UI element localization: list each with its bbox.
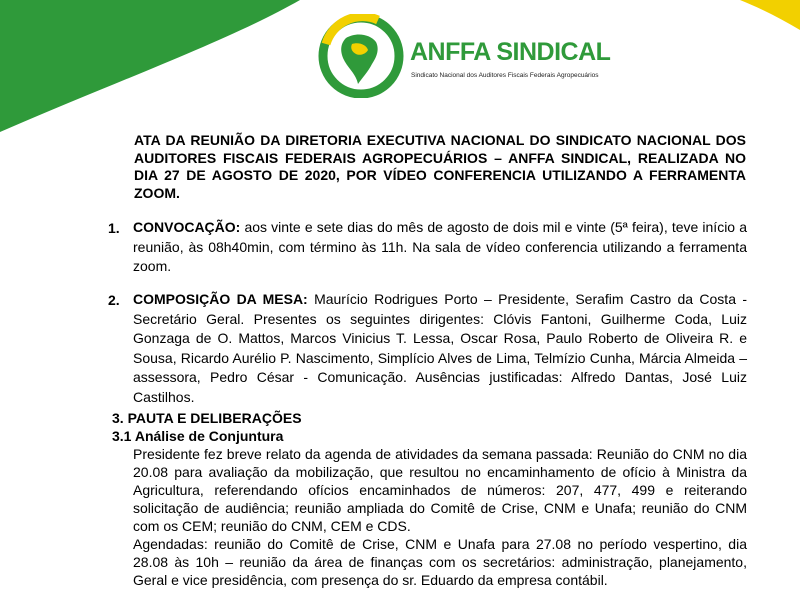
agendadas-paragraph: Agendadas: reunião do Comitê de Crise, CNM e Unafa para 27.08 no período vespertino, dia 28.08 às 10h – reunião da área de finanças com os secretários: administração, planejamento, Geral e vice presidência, com presença do sr. Eduardo da empresa contábil. (133, 536, 747, 588)
section-heading: 3. PAUTA E DELIBERAÇÕES (112, 410, 302, 426)
conjuntura-paragraph: Presidente fez breve relato da agenda de atividades da semana passada: Reunião do CNM no dia 20.08 para avaliação da mobilização, que resultou no encaminhamento de ofício à Ministra da Agricultura, referendando ofícios encaminhados de números: 207, 477, 499 e reiterando solicitação de audiência; reunião ampliada do Comitê de Crise, CNM e Unafa; reunião do CNM com os CEM; reunião do CNM, CEM e CDS. (133, 446, 747, 534)
document-title: ATA DA REUNIÃO DA DIRETORIA EXECUTIVA NACIONAL DO SINDICATO NACIONAL DOS AUDITORES FISCAIS FEDERAIS AGROPECUÁRIOS – ANFFA SINDICAL, REALIZADA NO DIA 27 DE AGOSTO DE 2020, POR VÍDEO CONFERENCIA UTILIZANDO A FERRAMENTA ZOOM. (134, 132, 746, 201)
composicao-label: COMPOSIÇÃO DA MESA: (133, 291, 308, 307)
logo-tagline: Sindicato Nacional dos Auditores Fiscais Federais Agropecuários (411, 72, 599, 79)
convocacao-paragraph (133, 218, 747, 277)
item-number: 2. (108, 292, 120, 308)
composicao-text: Maurício Rodrigues Porto – Presidente, Serafim Castro da Costa - Secretário Geral. Presentes os seguintes dirigentes: Clóvis Fantoni, Guilherme Coda, Luiz Gonzaga de O. Mattos, Marcos Vinicius T. Lessa, Oscar Rosa, Paulo Roberto de Oliveira R. e Sousa, Ricardo Aurélio P. Nascimento, Simplício Alves de Lima, Telmízio Cunha, Márcia Almeida – assessora, Pedro César - Comunicação. Ausências justificadas: Alfredo Dantas, José Luiz Castilhos. (133, 291, 747, 405)
logo-name: ANFFA SINDICAL (410, 38, 611, 66)
convocacao-label: CONVOCAÇÃO: (133, 219, 241, 235)
subsection-heading: 3.1 Análise de Conjuntura (112, 428, 284, 444)
convocacao-text: aos vinte e sete dias do mês de agosto de dois mil e vinte (5ª feira), teve início a reunião, às 08h40min, com término às 11h. Na sala de vídeo conferencia utilizando a ferramenta zoom. (133, 219, 747, 274)
composicao-paragraph (133, 290, 747, 407)
item-number: 1. (108, 220, 120, 236)
